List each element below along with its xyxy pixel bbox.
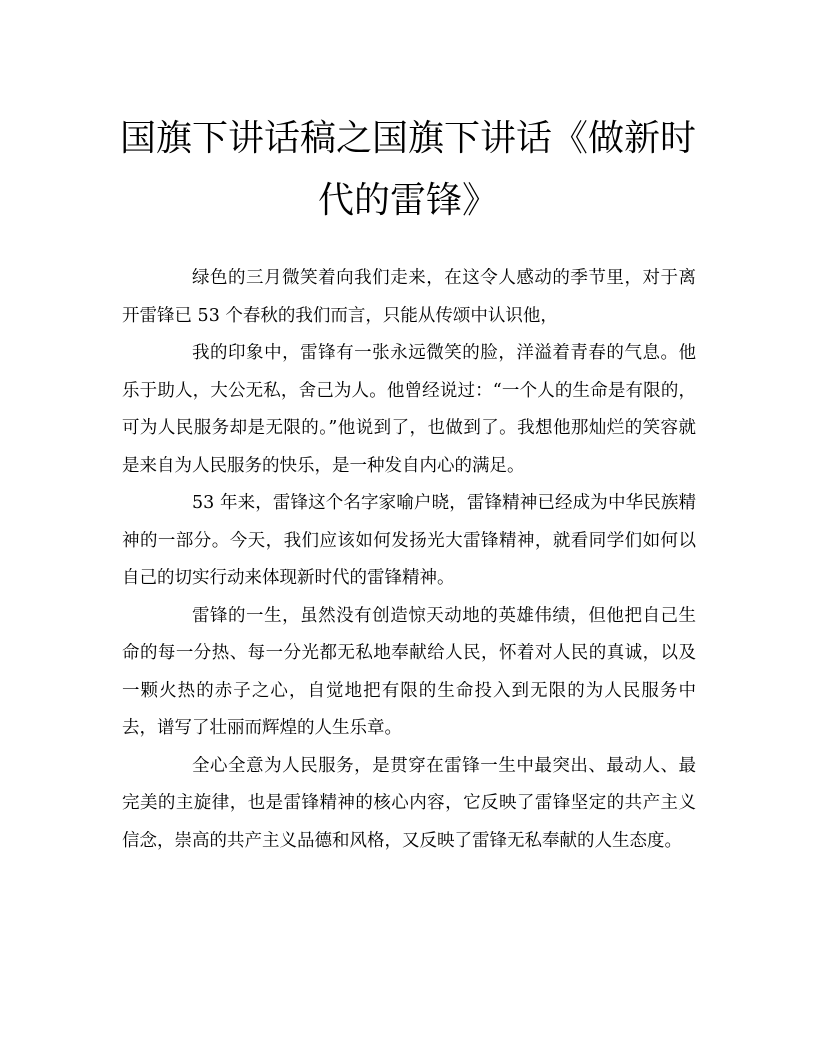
paragraph-1: 绿色的三月微笑着向我们走来，在这令人感动的季节里，对于离开雷锋已 53 个春秋的我们而言，只能从传颂中认识他，: [122, 268, 696, 326]
paragraph-2: 我的印象中，雷锋有一张永远微笑的脸，洋溢着青春的气息。他乐于助人，大公无私，舍己为人。他曾经说过：“一个人的生命是有限的，可为人民服务却是无限的。”他说到了，也做到了。我想他那灿烂的笑容就是来自为人民服务的快乐，是一种发自内心的满足。: [122, 343, 696, 476]
paragraph-3: 53 年来，雷锋这个名字家喻户晓，雷锋精神已经成为中华民族精神的一部分。今天，我们应该如何发扬光大雷锋精神，就看同学们如何以自己的切实行动来体现新时代的雷锋精神。: [122, 493, 696, 588]
paragraph-4: 雷锋的一生，虽然没有创造惊天动地的英雄伟绩，但他把自己生命的每一分热、每一分光都无私地奉献给人民，怀着对人民的真诚，以及一颗火热的赤子之心，自觉地把有限的生命投入到无限的为人民服务中去，谱写了壮丽而辉煌的人生乐章。: [122, 605, 696, 738]
paragraph-5: 全心全意为人民服务，是贯穿在雷锋一生中最突出、最动人、最完美的主旋律，也是雷锋精神的核心内容，它反映了雷锋坚定的共产主义信念，崇高的共产主义品德和风格，又反映了雷锋无私奉献的人生态度。: [122, 755, 696, 851]
document-body: [122, 260, 696, 860]
document-title: 国旗下讲话稿之国旗下讲话《做新时代的雷锋》: [119, 118, 696, 221]
